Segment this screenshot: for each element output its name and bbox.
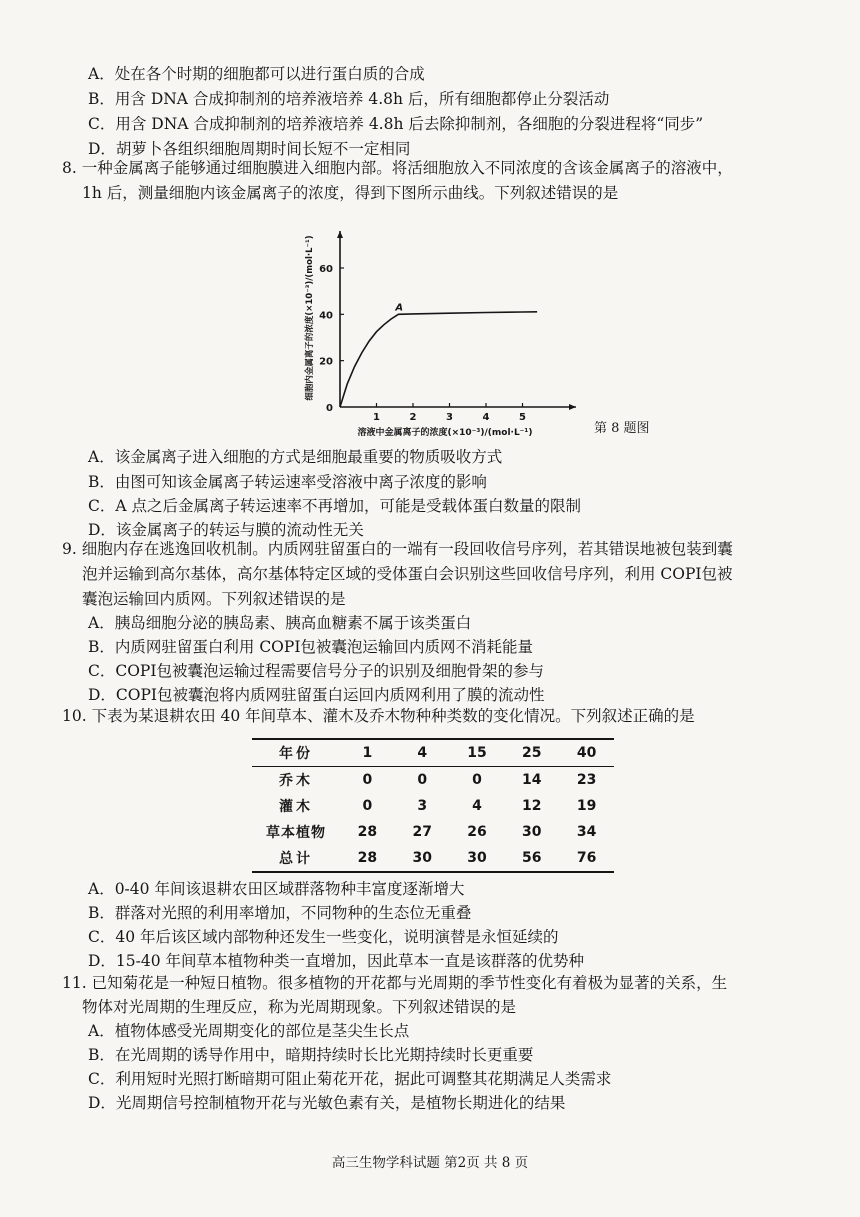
q8-option-d: D．该金属离子的转运与膜的流动性无关 — [88, 521, 364, 539]
q10-option-c: C．40 年后该区域内部物种还发生一些变化，说明演替是永恒延续的 — [88, 928, 559, 946]
y-tick-label: 20 — [319, 356, 333, 368]
chart-xlabel: 溶液中金属离子的浓度(×10⁻³)/(mol·L⁻¹) — [357, 428, 533, 438]
q9-stem-line1: 9. 细胞内存在逃逸回收机制。内质网驻留蛋白的一端有一段回收信号序列，若其错误地被包装到囊 — [62, 540, 733, 558]
table-cell: 12 — [522, 798, 542, 814]
q7-option-d: D．胡萝卜各组织细胞周期时间长短不一定相同 — [88, 140, 411, 158]
q9-stem-line3: 囊泡运输回内质网。下列叙述错误的是 — [82, 590, 346, 608]
page-footer: 高三生物学科试题 第2页 共 8 页 — [331, 1155, 529, 1171]
table-cell: 19 — [576, 798, 597, 814]
x-tick-label: 2 — [409, 412, 417, 423]
table-cell: 23 — [576, 772, 597, 788]
q7-option-b: B．用含 DNA 合成抑制剂的培养液培养 4.8h 后，所有细胞都停止分裂活动 — [88, 90, 610, 108]
table-header-row — [252, 739, 614, 767]
table-cell: 0 — [362, 772, 373, 788]
table-cell: 56 — [504, 845, 559, 872]
q9-option-d: D．COPI包被囊泡将内质网驻留蛋白运回内质网利用了膜的流动性 — [88, 686, 545, 704]
point-a-label: A — [395, 302, 404, 314]
y-tick-label: 60 — [319, 264, 333, 275]
table-cell: 3 — [417, 798, 428, 814]
q7-option-c: C．用含 DNA 合成抑制剂的培养液培养 4.8h 后去除抑制剂，各细胞的分裂进程将“同步” — [88, 115, 704, 133]
table-row-label: 灌木 — [279, 799, 313, 815]
table-row-label: 乔木 — [279, 773, 313, 789]
table-cell: 28 — [357, 824, 378, 840]
q10-option-b: B．群落对光照的利用率增加，不同物种的生态位无重叠 — [88, 904, 472, 922]
q8-option-a: A．该金属离子进入细胞的方式是细胞最重要的物质吸收方式 — [88, 448, 503, 466]
table-row — [252, 793, 614, 819]
series-line — [340, 312, 537, 407]
q11-stem-line2: 物体对光周期的生理反应，称为光周期现象。下列叙述错误的是 — [82, 998, 517, 1016]
table-year: 15 — [450, 739, 505, 767]
table-header-label: 年份 — [252, 739, 340, 767]
q7-option-a: A．处在各个时期的细胞都可以进行蛋白质的合成 — [88, 65, 425, 83]
q10-option-d: D．15-40 年间草本植物种类一直增加，因此草本一直是该群落的优势种 — [88, 952, 585, 970]
table-cell: 76 — [559, 845, 614, 872]
table-cell: 0 — [362, 798, 373, 814]
y-tick-label: 0 — [326, 403, 333, 414]
y-axis-arrow — [337, 231, 343, 238]
table-row — [252, 819, 614, 845]
table-cell: 30 — [395, 845, 450, 872]
table-row-label: 草本植物 — [266, 825, 326, 841]
chart-axes — [337, 231, 576, 410]
q8-stem-line1: 8. 一种金属离子能够通过细胞膜进入细胞内部。将活细胞放入不同浓度的含该金属离子的溶液中， — [62, 159, 733, 177]
q11-option-d: D．光周期信号控制植物开花与光敏色素有关，是植物长期进化的结果 — [88, 1094, 566, 1112]
table-cell: 26 — [467, 824, 487, 840]
chart-ylabel: 细胞内金属离子的浓度(×10⁻³)/(mol·L⁻¹) — [305, 235, 315, 401]
table-cell: 14 — [522, 772, 542, 788]
q11-stem-line1: 11. 已知菊花是一种短日植物。很多植物的开花都与光周期的季节性变化有着极为显著的关系，生 — [62, 974, 728, 992]
q11-option-b: B．在光周期的诱导作用中，暗期持续时长比光期持续时长更重要 — [88, 1046, 534, 1064]
q9-option-c: C．COPI包被囊泡运输过程需要信号分子的识别及细胞骨架的参与 — [88, 662, 544, 680]
table-cell: 30 — [522, 824, 542, 840]
q9-stem-line2: 泡并运输到高尔基体，高尔基体特定区域的受体蛋白会识别这些回收信号序列，利用 COPI包被 — [82, 565, 733, 583]
table-year: 1 — [340, 739, 395, 767]
table-row — [252, 767, 614, 794]
q9-option-b: B．内质网驻留蛋白利用 COPI包被囊泡运输回内质网不消耗能量 — [88, 638, 533, 656]
x-tick-label: 5 — [519, 412, 526, 423]
table-cell: 4 — [472, 798, 482, 814]
q10-stem: 10. 下表为某退耕农田 40 年间草本、灌木及乔木物种种类数的变化情况。下列叙述正确的是 — [62, 707, 695, 725]
q8-chart — [300, 225, 590, 443]
x-tick-label: 4 — [482, 412, 490, 423]
table-cell: 27 — [412, 824, 432, 840]
y-tick-label: 40 — [319, 310, 333, 322]
x-tick-label: 3 — [446, 412, 453, 423]
q8-option-b: B．由图可知该金属离子转运速率受溶液中离子浓度的影响 — [88, 473, 487, 491]
x-tick-label: 1 — [373, 412, 380, 423]
table-cell: 0 — [472, 772, 482, 788]
table-row — [252, 845, 614, 872]
q8-stem-line2: 1h 后，测量细胞内该金属离子的浓度，得到下图所示曲线。下列叙述错误的是 — [82, 184, 619, 202]
table-cell: 0 — [417, 772, 428, 788]
table-cell: 28 — [340, 845, 395, 872]
table-year: 25 — [504, 739, 559, 767]
table-cell: 30 — [450, 845, 505, 872]
table-row-label: 总计 — [252, 845, 340, 872]
q8-figure-caption: 第 8 题图 — [594, 421, 650, 436]
table-cell: 34 — [576, 824, 597, 840]
q10-species-table — [252, 738, 614, 873]
q11-option-a: A．植物体感受光周期变化的部位是茎尖生长点 — [88, 1022, 410, 1040]
q9-option-a: A．胰岛细胞分泌的胰岛素、胰高血糖素不属于该类蛋白 — [88, 614, 472, 632]
q11-option-c: C．利用短时光照打断暗期可阻止菊花开花，据此可调整其花期满足人类需求 — [88, 1070, 612, 1088]
q8-option-c: C．A 点之后金属离子转运速率不再增加，可能是受载体蛋白数量的限制 — [88, 497, 581, 515]
q10-option-a: A．0-40 年间该退耕农田区域群落物种丰富度逐渐增大 — [88, 880, 465, 898]
table-year: 40 — [559, 739, 614, 767]
x-axis-arrow — [569, 404, 576, 410]
table-year: 4 — [395, 739, 450, 767]
